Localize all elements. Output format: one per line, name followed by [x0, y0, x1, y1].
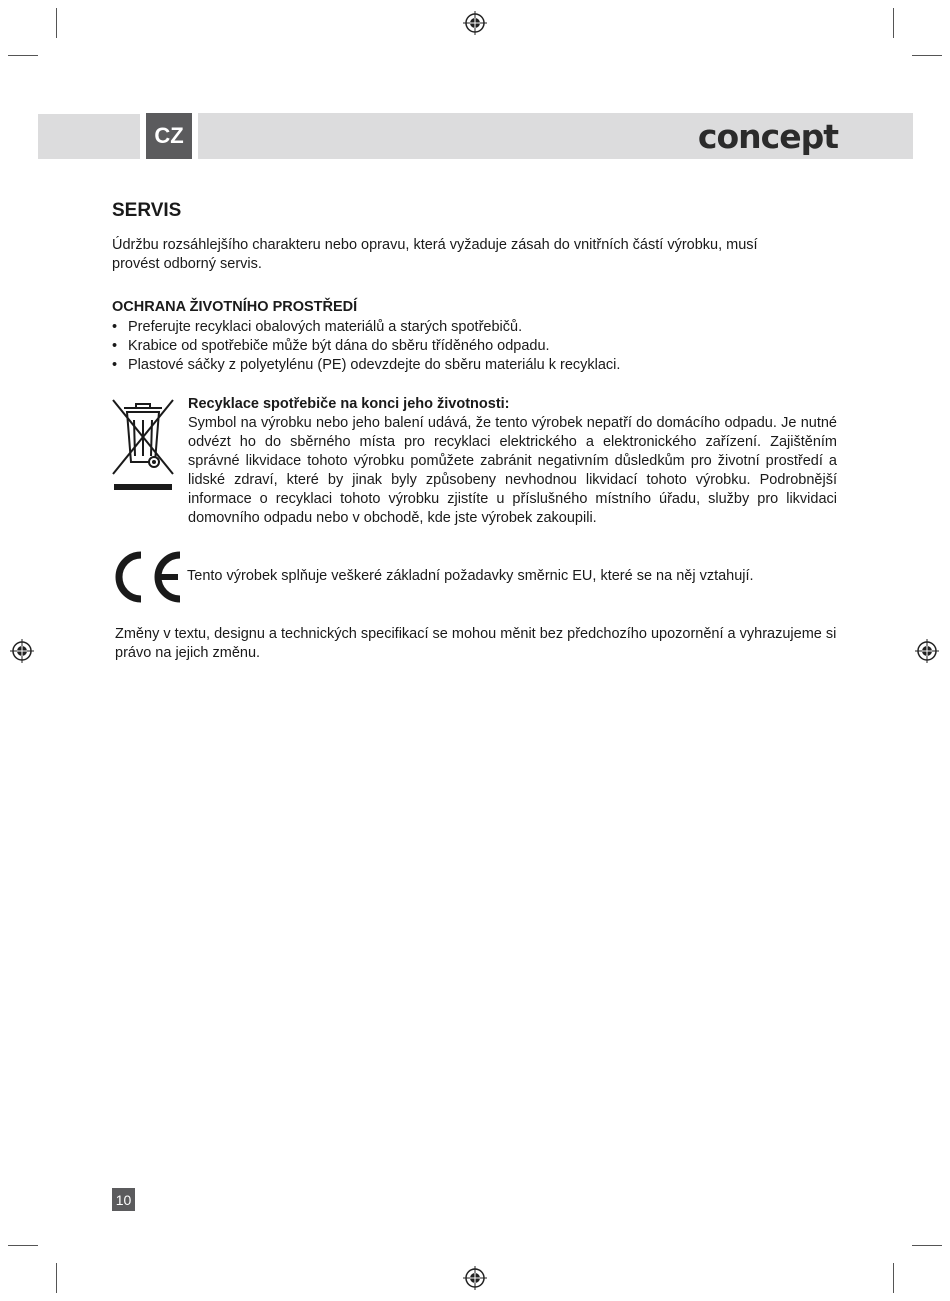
crop-mark	[8, 55, 38, 56]
page-number: 10	[112, 1188, 135, 1211]
registration-mark-icon	[463, 11, 487, 35]
weee-crossed-bin-icon	[110, 398, 176, 492]
crop-mark	[8, 1245, 38, 1246]
list-item: • Plastové sáčky z polyetylénu (PE) odevzdejte do sběru materiálu k recyklaci.	[112, 356, 620, 375]
list-item: • Krabice od spotřebiče může být dána do sběru tříděného odpadu.	[112, 337, 620, 356]
brand-logo: concept	[697, 116, 838, 156]
ce-mark-icon	[110, 551, 184, 603]
crop-mark	[912, 1245, 942, 1246]
disclaimer-text: Změny v textu, designu a technických specifikací se mohou měnit bez předchozího upozornění a vyhrazujeme si právo na jejich změnu.	[115, 626, 837, 661]
header-bar-left	[38, 114, 140, 159]
crop-mark	[912, 55, 942, 56]
crop-mark	[893, 8, 894, 38]
recycling-heading: Recyklace spotřebiče na konci jeho životnosti:	[188, 396, 510, 412]
registration-mark-icon	[463, 1266, 487, 1290]
ce-text: Tento výrobek splňuje veškeré základní požadavky směrnic EU, které se na něj vztahují.	[187, 568, 754, 584]
crop-mark	[56, 8, 57, 38]
list-item: • Preferujte recyklaci obalových materiálů a starých spotřebičů.	[112, 318, 620, 337]
environment-heading: OCHRANA ŽIVOTNÍHO PROSTŘEDÍ	[112, 299, 358, 315]
crop-mark	[893, 1263, 894, 1293]
registration-mark-icon	[915, 639, 939, 663]
recycling-text: Symbol na výrobku nebo jeho balení udává, že tento výrobek nepatří do domácího odpadu. Je nutné odvézt ho do sběrného místa pro recyklaci elektrického a elektronického zařízení. Zajištěním správné likvidace tohoto výrobku pomůžete zabránit negativním důsledkům pro životní prostředí a lidské zdraví, které by jinak byly způsobeny nevhodnou likvidací tohoto výrobku. Podrobnější informace o recyklaci tohoto výrobku zjistíte u příslušného místního úřadu, služby pro likvidaci domovního odpadu nebo v obchodě, kde jste výrobek zakoupili.	[188, 415, 837, 526]
servis-heading: SERVIS	[112, 200, 182, 221]
language-badge: CZ	[146, 113, 192, 159]
servis-text: Údržbu rozsáhlejšího charakteru nebo opravu, která vyžaduje zásah do vnitřních částí výrobku, musí provést odborný servis.	[112, 237, 758, 272]
registration-mark-icon	[10, 639, 34, 663]
crop-mark	[56, 1263, 57, 1293]
recycling-block	[188, 395, 837, 528]
environment-list	[112, 318, 620, 375]
